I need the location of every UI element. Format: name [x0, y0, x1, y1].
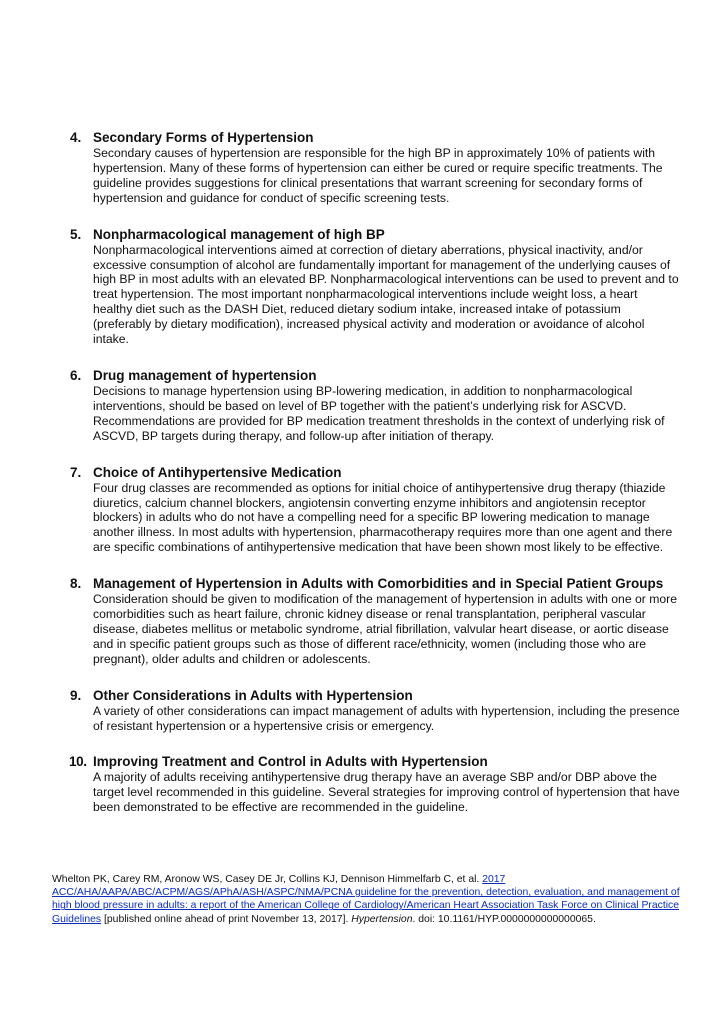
- section-body: A variety of other considerations can impact management of adults with hypertension, including the presence of resistant hypertension or a hypertensive crisis or emergency.: [93, 703, 680, 733]
- section-list: [70, 130, 680, 836]
- citation-journal: Hypertension: [351, 913, 413, 925]
- section-6: [70, 368, 680, 444]
- section-body: Nonpharmacological interventions aimed at correction of dietary aberrations, physical inactivity, and/or excessive consumption of alcohol are fundamentally important for management of the underlying causes of high BP in most adults with an elevated BP. Nonpharmacological interventions can be used to prevent and to treat hypertension. The most important nonpharmacological interventions include weight loss, a heart healthy diet such as the DASH Diet, reduced dietary sodium intake, increased intake of potassium (preferably by dietary modification), increased physical activity and moderation or avoidance of alcohol intake.: [93, 242, 679, 347]
- section-title: Drug management of hypertension: [93, 367, 317, 383]
- section-number: 5.: [70, 226, 82, 242]
- section-10: [70, 754, 680, 815]
- section-number: 10.: [69, 754, 87, 770]
- section-9: [70, 688, 680, 734]
- section-body: Consideration should be given to modification of the management of hypertension in adults with one or more comorbidities such as heart failure, chronic kidney disease or renal transplantation, peripheral vascular disease, diabetes mellitus or metabolic syndrome, atrial fibrillation, valvular heart disease, or aortic disease and in specific patient groups such as those of different race/ethnicity, women (including those who are pregnant), older adults and children or adolescents.: [93, 592, 677, 666]
- section-title: Management of Hypertension in Adults with Comorbidities and in Special Patient Groups: [93, 576, 664, 592]
- section-number: 9.: [70, 687, 82, 703]
- section-title: Other Considerations in Adults with Hypertension: [93, 687, 413, 703]
- section-7: [70, 465, 680, 556]
- section-title: Secondary Forms of Hypertension: [93, 130, 314, 145]
- section-number: 4.: [70, 130, 82, 145]
- section-title: Improving Treatment and Control in Adults with Hypertension: [93, 754, 488, 770]
- section-body: Four drug classes are recommended as options for initial choice of antihypertensive drug therapy (thiazide diuretics, calcium channel blockers, angiotensin converting enzyme inhibitors and angiotensin receptor blockers) in adults who do not have a compelling need for a specific BP lowering medication to manage another illness. In most adults with hypertension, pharmacotherapy requires more than one agent and there are specific combinations of antihypertensive medication that have been shown most likely to be effective.: [93, 480, 673, 555]
- section-number: 7.: [70, 464, 82, 480]
- section-number: 6.: [70, 367, 82, 383]
- section-body: Secondary causes of hypertension are responsible for the high BP in approximately 10% of patients with hypertension. Many of these forms of hypertension can either be cured or require specific treatments. The guideline provides suggestions for clinical presentations that warrant screening for secondary forms of hypertension and guidance for conduct of specific screening tests.: [93, 146, 663, 205]
- citation-doi: . doi: 10.1161/HYP.0000000000000065.: [412, 913, 596, 925]
- citation-publication-note: [published online ahead of print November 13, 2017].: [104, 913, 349, 925]
- section-title: Choice of Antihypertensive Medication: [93, 464, 342, 480]
- section-5: [70, 227, 680, 347]
- section-8: [70, 576, 680, 667]
- section-title: Nonpharmacological management of high BP: [93, 226, 385, 242]
- section-body: A majority of adults receiving antihypertensive drug therapy have an average SBP and/or DBP above the target level recommended in this guideline. Several strategies for improving control of hypertension that have been demonstrated to be effective are recommended in the guideline.: [93, 770, 680, 815]
- citation-authors: Whelton PK, Carey RM, Aronow WS, Casey DE Jr, Collins KJ, Dennison Himmelfarb C, et al.: [52, 874, 480, 885]
- guideline-link[interactable]: 2017 ACC/AHA/AAPA/ABC/ACPM/AGS/APhA/ASH/ASPC/NMA/PCNA guideline for the prevention, detection, evaluation, and management of high blood pressure in adults: a report of the American College of Cardiology/American Heart Association Task Force on Clinical Practice Guidelines: [52, 874, 680, 925]
- section-4: [70, 130, 680, 206]
- section-number: 8.: [70, 576, 82, 592]
- reference-citation: [52, 873, 682, 926]
- section-body: Decisions to manage hypertension using BP-lowering medication, in addition to nonpharmacological interventions, should be based on level of BP together with the patient’s underlying risk for ASCVD. Recommendations are provided for BP medication treatment thresholds in the context of underlying risk of ASCVD, BP targets during therapy, and follow-up after initiation of therapy.: [93, 383, 665, 443]
